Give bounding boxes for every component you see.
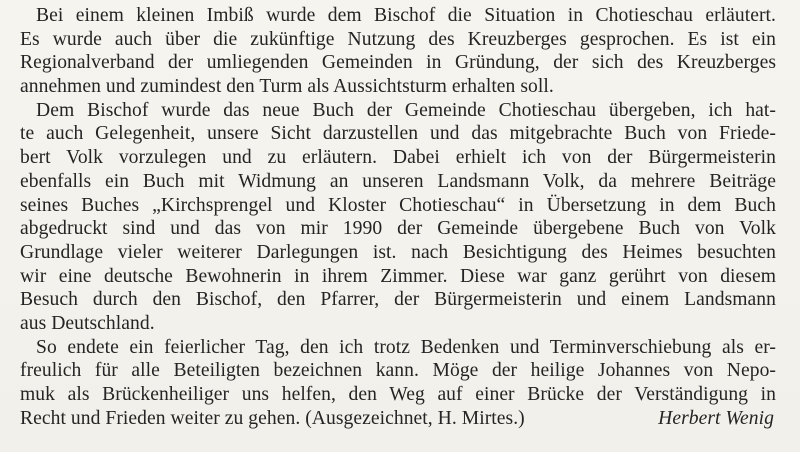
text-line: Recht und Frieden weiter zu gehen. (Ausgezeichnet, H. Mirtes.) <box>20 407 525 429</box>
paragraph-book-exchange <box>20 99 776 336</box>
text-line: abgedruckt sind und das von mir 1990 der Gemeinde übergebene Buch von Volk <box>20 218 776 240</box>
text-line: Besuch durch den Bischof, den Pfarrer, der Bürgermeisterin und einem Landsmann <box>20 289 776 311</box>
text-line: Dem Bischof wurde das neue Buch der Gemeinde Chotieschau übergeben, ich hat- <box>36 99 776 121</box>
text-line: seines Buches „Kirchsprengel und Kloster Chotieschau“ in Übersetzung in dem Buch <box>20 194 776 216</box>
text-line: muk als Brückenheiliger uns helfen, den Weg auf einer Brücke der Verständigung in <box>20 384 776 405</box>
closing-line-with-signature <box>20 407 776 431</box>
text-line: Regionalverband der umliegenden Gemeinden in Gründung, der sich des Kreuzberges <box>20 52 776 74</box>
text-line: annehmen und zumindest den Turm als Aussichtsturm erhalten soll. <box>20 76 554 98</box>
paragraph-closing <box>20 336 776 431</box>
text-line: ebenfalls ein Buch mit Widmung an unseren Landsmann Volk, da mehrere Beiträge <box>20 170 776 192</box>
text-line: aus Deutschland. <box>20 312 155 334</box>
text-line: Es wurde auch über die zukünftige Nutzung des Kreuzberges gesprochen. Es ist ein <box>20 28 776 50</box>
text-line: So endete ein feierlicher Tag, den ich trotz Bedenken und Terminverschiebung als er- <box>36 336 776 358</box>
text-line: bert Volk vorzulegen und zu erläutern. Dabei erhielt ich von der Bürgermeisterin <box>20 147 776 169</box>
paragraph-snack-discussion <box>20 4 776 99</box>
author-signature: Herbert Wenig <box>658 407 774 429</box>
text-line: Bei einem kleinen Imbiß wurde dem Bischof die Situation in Chotieschau erläutert. <box>36 5 776 26</box>
text-line: Grundlage vieler weiterer Darlegungen ist. nach Besichtigung des Heimes besuchten <box>20 241 776 263</box>
text-line: wir eine deutsche Bewohnerin in ihrem Zimmer. Diese war ganz gerührt von diesem <box>20 265 776 287</box>
text-line: te auch Gelegenheit, unsere Sicht darzustellen und das mitgebrachte Buch von Friede- <box>20 123 776 145</box>
text-line: freulich für alle Beteiligten bezeichnen kann. Möge der heilige Johannes von Nepo- <box>20 360 776 382</box>
